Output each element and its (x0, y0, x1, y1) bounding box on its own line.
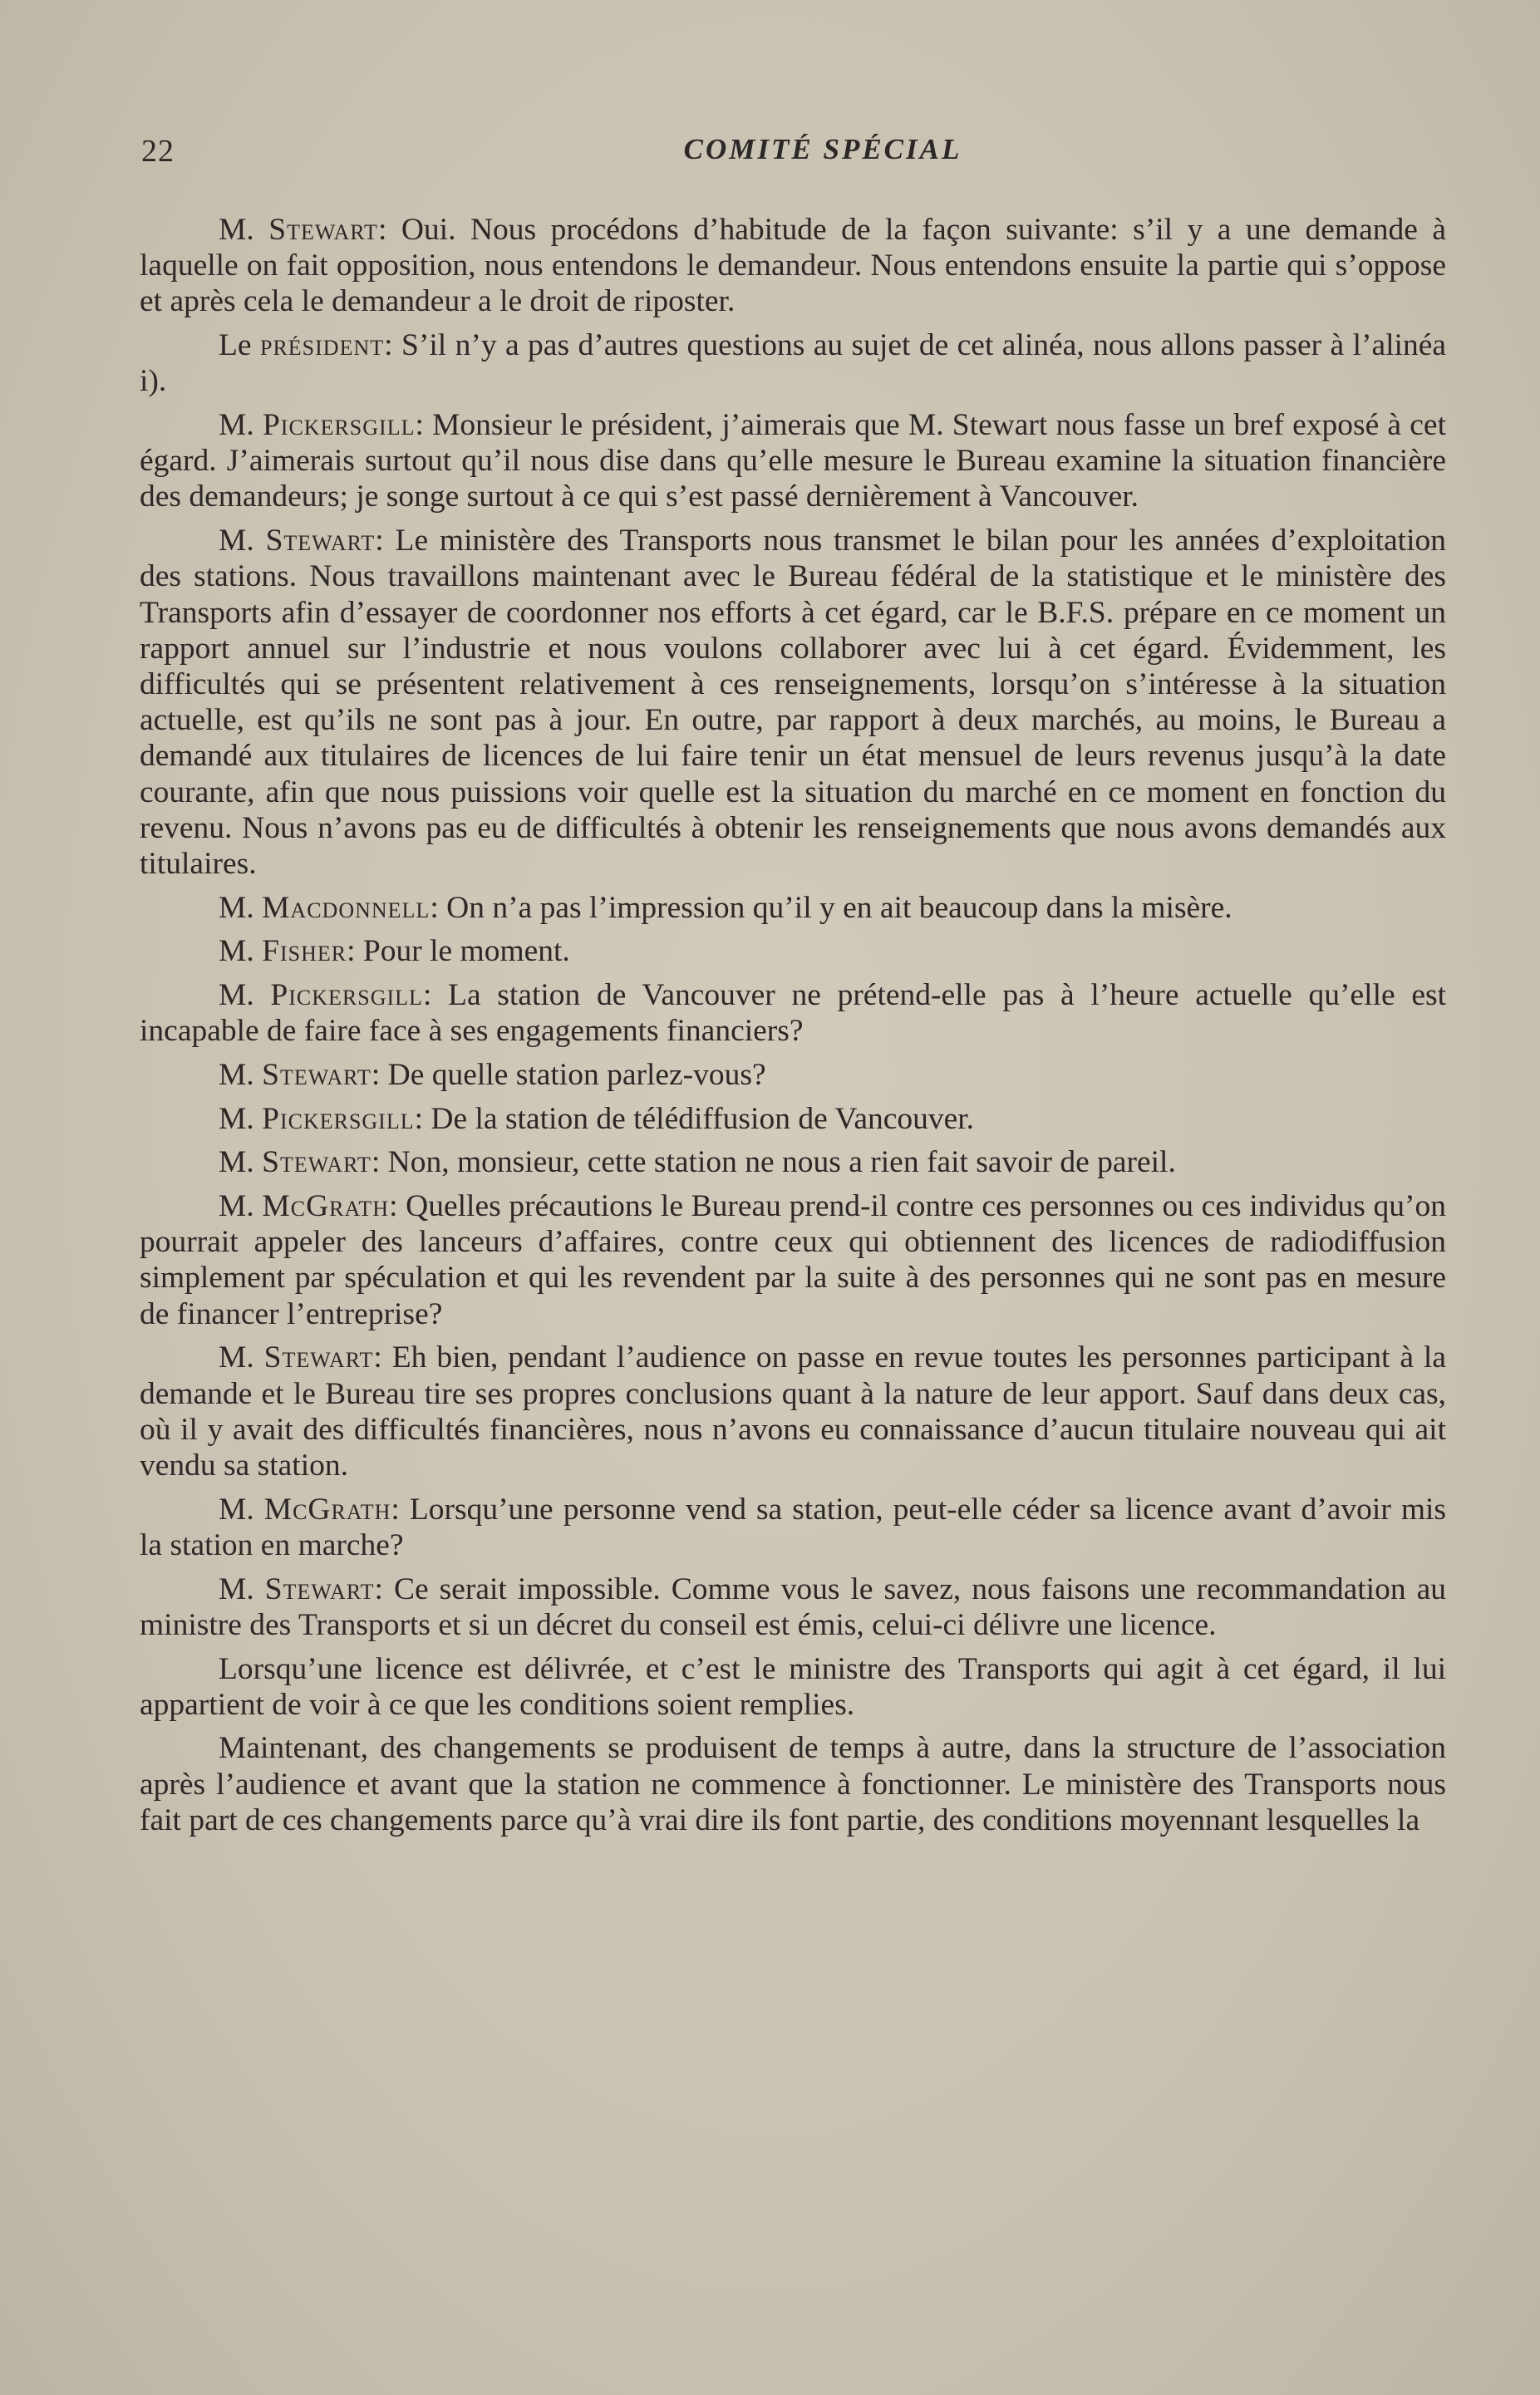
speaker-title: M. (219, 213, 254, 247)
speaker-name: Stewart (262, 1145, 371, 1180)
speaker-title: M. (219, 1057, 254, 1092)
transcript-body (140, 212, 1446, 1847)
paragraph-text: Lorsqu’une personne vend sa station, peut-elle céder sa licence avant d’avoir mis la station en marche? (140, 1492, 1447, 1562)
speaker-separator: : (422, 978, 432, 1013)
speaker-name: Pickersgill (262, 408, 416, 443)
paragraph-text: Ce serait impossible. Comme vous le savez, nous faisons une recommandation au ministre des Transports et si un décret du conseil est émis, celui-ci délivre une licence. (140, 1571, 1447, 1642)
running-head: COMITÉ SPÉCIAL (683, 133, 962, 165)
transcript-paragraph (140, 1101, 1446, 1137)
speaker-title: M. (219, 1492, 254, 1527)
speaker-title: M. (219, 524, 254, 558)
speaker-separator: : (373, 1340, 382, 1375)
transcript-paragraph (140, 1651, 1446, 1723)
speaker-title: M. (219, 934, 254, 969)
speaker-name: McGrath (263, 1492, 391, 1527)
transcript-paragraph (140, 1730, 1446, 1838)
paragraph-text: De quelle station parlez-vous? (380, 1057, 766, 1092)
transcript-paragraph (140, 523, 1446, 882)
page-header (141, 133, 1446, 175)
transcript-paragraph (140, 890, 1446, 926)
speaker-separator: : (430, 890, 439, 925)
speaker-separator: : (347, 934, 356, 969)
paragraph-text: Maintenant, des changements se produisent de temps à autre, dans la structure de l’association après l’audience et avant que la station ne commence à fonctionner. Le ministère des Transports nous fait part de ces changements parce qu’à vrai dire ils font partie, des conditions moyennant lesquelles la (140, 1731, 1446, 1837)
speaker-name: Pickersgill (262, 1101, 415, 1136)
speaker-separator: : (391, 1492, 400, 1527)
transcript-paragraph (140, 212, 1446, 320)
paragraph-text: De la station de télédiffusion de Vancouver. (423, 1101, 975, 1136)
speaker-title: M. (219, 1145, 254, 1180)
transcript-paragraph (140, 407, 1446, 515)
paragraph-text: Quelles précautions le Bureau prend-il contre ces personnes ou ces individus qu’on pourrait appeler des lanceurs d’affaires, contre ceux qui obtiennent des licences de radiodiffusion simplement par spéculation et qui les revendent par la suite à des personnes qui ne sont pas en mesure de financer l’entreprise? (140, 1189, 1446, 1331)
paragraph-text: La station de Vancouver ne prétend-elle pas à l’heure actuelle qu’elle est incapable de faire face à ses engagements financiers? (140, 978, 1446, 1049)
speaker-title: M. (219, 1101, 254, 1136)
speaker-name: président (260, 328, 385, 363)
paragraph-text: Le ministère des Transports nous transmet le bilan pour les années d’exploitation des stations. Nous travaillons maintenant avec le Bureau fédéral de la statistique et le ministère des Transports afin d’essayer de coordonner nos efforts à cet égard, car le B.F.S. prépare en ce moment un rapport annuel sur l’industrie et nous voulons collaborer avec lui à cet égard. Évidemment, les difficultés qui se présentent relativement à ces renseignements, lorsqu’on s’intéresse à la situation actuelle, est qu’ils ne sont pas à jour. En outre, par rapport à deux marchés, au moins, le Bureau a demandé aux titulaires de licences de lui faire tenir un état mensuel de leurs revenus jusqu’à la date courante, afin que nous puissions voir quelle est la situation du marché en ce moment en fonction du revenu. Nous n’avons pas eu de difficultés à obtenir les renseignements que nous avons demandés aux titulaires. (140, 524, 1447, 881)
transcript-paragraph (140, 1057, 1446, 1093)
transcript-paragraph (140, 933, 1446, 969)
paragraph-text: Eh bien, pendant l’audience on passe en revue toutes les personnes participant à la demande et le Bureau tire ses propres conclusions quant à la nature de leur apport. Sauf dans deux cas, où il y avait des difficultés financières, nous n’avons eu connaissance d’aucun titulaire nouveau qui ait vendu sa station. (140, 1340, 1446, 1483)
speaker-separator: : (375, 524, 384, 558)
paragraph-text: Oui. Nous procédons d’habitude de la façon suivante: s’il y a une demande à laquelle on fait opposition, nous entendons le demandeur. Nous entendons ensuite la partie qui s’oppose et après cela le demandeur a le droit de riposter. (140, 213, 1447, 319)
transcript-paragraph (140, 1571, 1446, 1643)
speaker-name: Fisher (262, 934, 347, 969)
speaker-name: Stewart (265, 524, 376, 558)
paragraph-text: Lorsqu’une licence est délivrée, et c’est le ministre des Transports qui agit à cet égard, il lui appartient de voir à ce que les conditions soient remplies. (140, 1651, 1446, 1722)
paragraph-text: Non, monsieur, cette station ne nous a rien fait savoir de pareil. (380, 1145, 1176, 1180)
page-number: 22 (141, 134, 175, 169)
speaker-title: M. (219, 1189, 254, 1224)
speaker-title: M. (219, 1340, 254, 1375)
speaker-separator: : (371, 1145, 381, 1180)
speaker-title: M. (219, 408, 254, 443)
speaker-separator: : (415, 408, 424, 443)
paragraph-text: Monsieur le président, j’aimerais que M. Stewart nous fasse un bref exposé à cet égard. J’aimerais surtout qu’il nous dise dans qu’elle mesure le Bureau examine la situation financière des demandeurs; je songe surtout à ce qui s’est passé dernièrement à Vancouver. (140, 408, 1446, 514)
speaker-separator: : (414, 1101, 424, 1136)
speaker-name: Stewart (263, 1340, 374, 1375)
transcript-paragraph (140, 1340, 1446, 1483)
speaker-name: McGrath (262, 1189, 390, 1224)
speaker-name: Stewart (264, 1571, 375, 1606)
transcript-paragraph (140, 1144, 1446, 1180)
speaker-title: M. (219, 1571, 254, 1606)
speaker-title: M. (219, 890, 254, 925)
transcript-paragraph (140, 1492, 1446, 1563)
speaker-separator: : (384, 328, 393, 363)
transcript-paragraph (140, 977, 1446, 1049)
speaker-title: M. (219, 978, 254, 1013)
speaker-title: Le (219, 328, 252, 363)
speaker-name: Pickersgill (270, 978, 423, 1013)
speaker-name: Macdonnell (262, 890, 431, 925)
speaker-separator: : (371, 1057, 381, 1092)
transcript-paragraph (140, 1188, 1446, 1332)
transcript-paragraph (140, 327, 1446, 399)
speaker-name: Stewart (262, 1057, 371, 1092)
paragraph-text: Pour le moment. (355, 934, 570, 969)
paragraph-text: S’il n’y a pas d’autres questions au sujet de cet alinéa, nous allons passer à l’alinéa i). (140, 328, 1447, 399)
paragraph-text: On n’a pas l’impression qu’il y en ait beaucoup dans la misère. (438, 890, 1232, 925)
speaker-separator: : (377, 213, 387, 247)
speaker-separator: : (374, 1571, 383, 1606)
speaker-separator: : (389, 1189, 398, 1224)
speaker-name: Stewart (268, 213, 378, 247)
